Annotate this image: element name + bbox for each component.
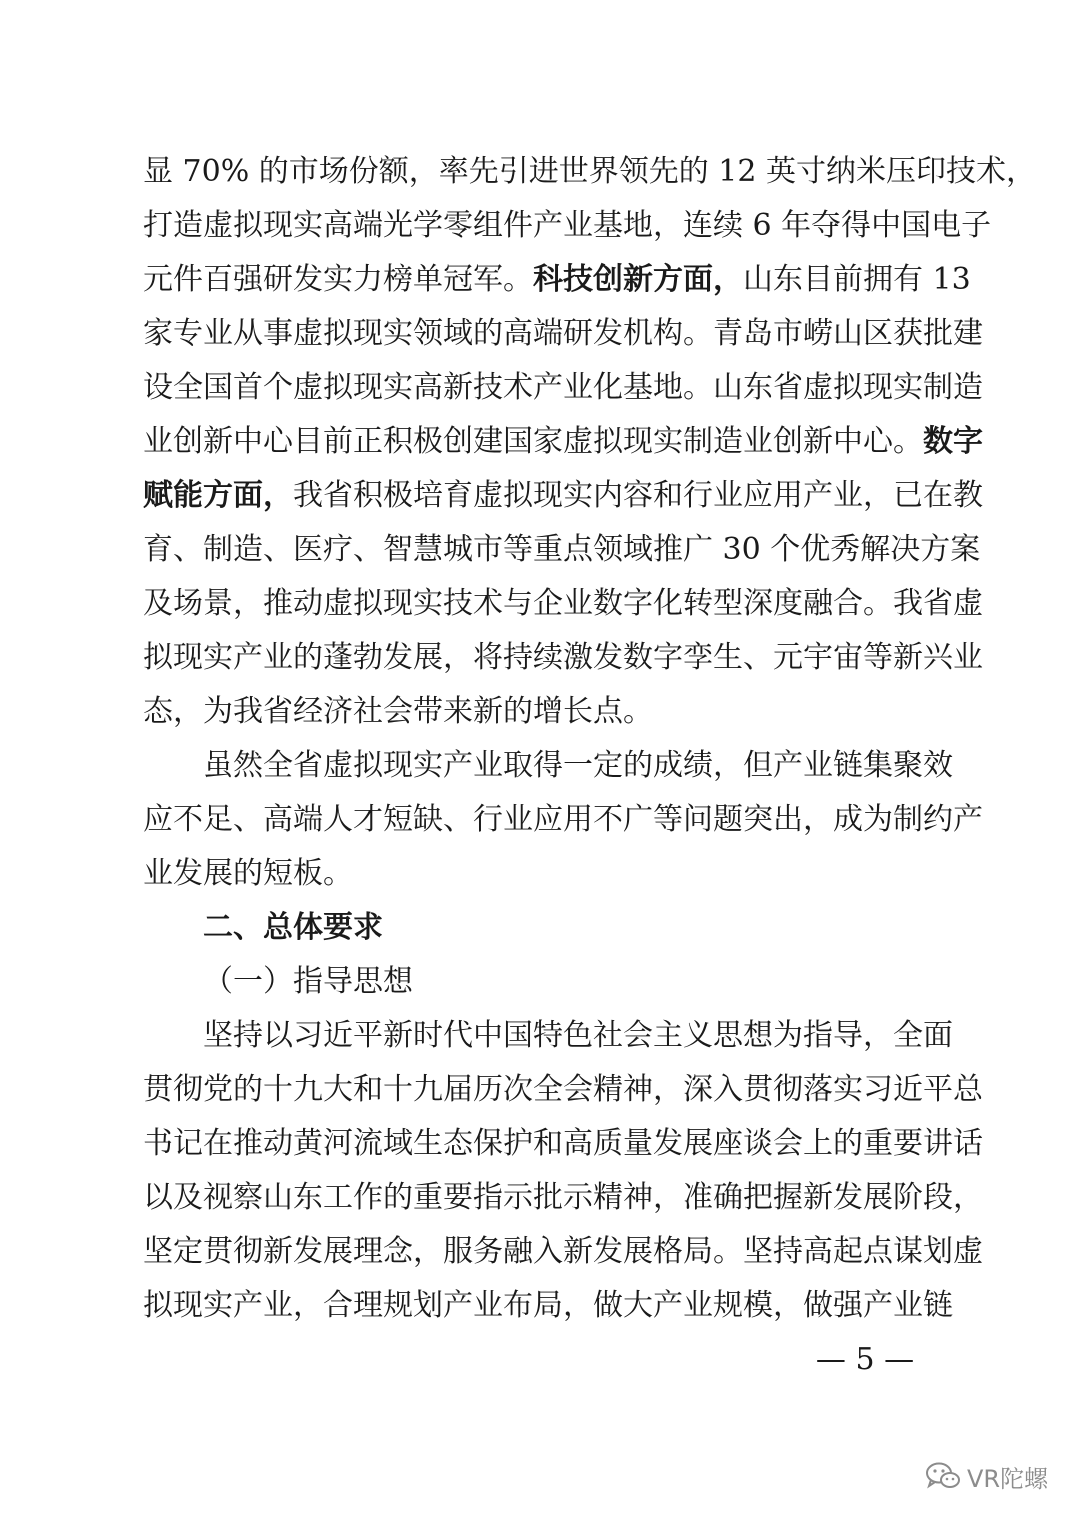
text-run: 元件百强研发实力榜单冠军。 [143, 262, 533, 297]
text-line: 书记在推动黄河流域生态保护和高质量发展座谈会上的重要讲话 [143, 1126, 983, 1161]
page-number: — 5 — [815, 1342, 915, 1377]
text-line: 以及视察山东工作的重要指示批示精神，准确把握新发展阶段， [143, 1180, 983, 1215]
text-line: 家专业从事虚拟现实领域的高端研发机构。青岛市崂山区获批建 [143, 316, 983, 351]
text-line: 贯彻党的十九大和十九届历次全会精神，深入贯彻落实习近平总 [143, 1072, 983, 1107]
section-heading: 二、总体要求 [203, 910, 383, 945]
bold-heading-run: 科技创新方面， [533, 262, 743, 297]
text-run: 我省积极培育虚拟现实内容和行业应用产业，已在教 [293, 478, 983, 513]
wechat-icon [925, 1461, 961, 1491]
text-line: 态，为我省经济社会带来新的增长点。 [143, 694, 653, 729]
text-line: 育、制造、医疗、智慧城市等重点领域推广 30 个优秀解决方案 [143, 532, 981, 567]
text-run: 业创新中心目前正积极创建国家虚拟现实制造业创新中心。 [143, 424, 923, 459]
text-line: 坚定贯彻新发展理念，服务融入新发展格局。坚持高起点谋划虚 [143, 1234, 983, 1269]
subsection-heading: （一）指导思想 [203, 964, 413, 999]
text-run: 山东目前拥有 13 [743, 262, 971, 297]
text-line: 打造虚拟现实高端光学零组件产业基地，连续 6 年夺得中国电子 [143, 208, 992, 243]
bold-heading-run: 赋能方面， [143, 478, 293, 513]
bold-heading-run: 数字 [923, 424, 983, 459]
text-line [143, 253, 971, 307]
text-line: 设全国首个虚拟现实高新技术产业化基地。山东省虚拟现实制造 [143, 370, 983, 405]
text-line: 业发展的短板。 [143, 856, 353, 891]
text-line [143, 469, 983, 523]
text-block [143, 145, 1036, 1333]
paragraph-first-line: 坚持以习近平新时代中国特色社会主义思想为指导，全面 [203, 1018, 953, 1053]
text-line: 及场景，推动虚拟现实技术与企业数字化转型深度融合。我省虚 [143, 586, 983, 621]
paragraph-first-line: 虽然全省虚拟现实产业取得一定的成绩，但产业链集聚效 [203, 748, 953, 783]
text-line: 应不足、高端人才短缺、行业应用不广等问题突出，成为制约产 [143, 802, 983, 837]
watermark-text: VR陀螺 [967, 1464, 1049, 1493]
watermark [925, 1456, 1048, 1496]
text-line: 拟现实产业，合理规划产业布局，做大产业规模，做强产业链 [143, 1288, 953, 1323]
text-line: 拟现实产业的蓬勃发展，将持续激发数字孪生、元宇宙等新兴业 [143, 640, 983, 675]
text-line: 显 70% 的市场份额，率先引进世界领先的 12 英寸纳米压印技术， [143, 154, 1036, 189]
text-line [143, 415, 983, 469]
